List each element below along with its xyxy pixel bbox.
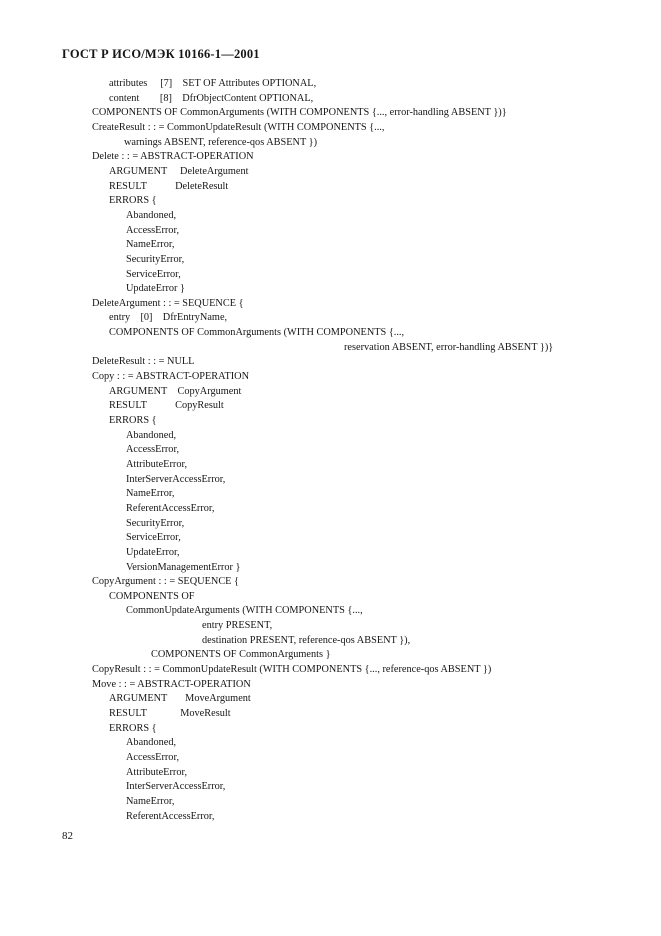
code-line: Delete : : = ABSTRACT-OPERATION bbox=[92, 151, 254, 163]
code-line: AccessError, bbox=[126, 224, 180, 236]
code-line: reservation ABSENT, error-handling ABSENT })} bbox=[344, 341, 554, 353]
code-line: destination PRESENT, reference-qos ABSENT }), bbox=[202, 634, 411, 646]
code-line: COMPONENTS OF CommonArguments (WITH COMPONENTS {..., bbox=[109, 327, 405, 339]
code-line: ServiceError, bbox=[126, 532, 181, 544]
code-line: VersionManagementError } bbox=[126, 561, 241, 573]
code-line: RESULT CopyResult bbox=[109, 400, 224, 412]
code-line: CreateResult : : = CommonUpdateResult (WITH COMPONENTS {..., bbox=[92, 122, 385, 133]
code-line: Abandoned, bbox=[126, 737, 177, 749]
code-line: Copy : : = ABSTRACT-OPERATION bbox=[92, 371, 250, 382]
code-line: InterServerAccessError, bbox=[126, 473, 226, 485]
code-line: ReferentAccessError, bbox=[126, 810, 215, 822]
code-line: CommonUpdateArguments (WITH COMPONENTS {..., bbox=[126, 605, 363, 617]
code-line: CopyResult : : = CommonUpdateResult (WITH COMPONENTS {..., reference-qos ABSENT }) bbox=[92, 664, 492, 675]
code-line: UpdateError } bbox=[126, 283, 185, 295]
code-line: DeleteArgument : : = SEQUENCE { bbox=[92, 297, 244, 309]
code-line: DeleteResult : : = NULL bbox=[92, 356, 195, 368]
code-line: ERRORS { bbox=[109, 195, 157, 207]
code-line: InterServerAccessError, bbox=[126, 781, 226, 793]
code-line: AccessError, bbox=[126, 751, 180, 763]
code-line: warnings ABSENT, reference-qos ABSENT }) bbox=[124, 136, 318, 148]
code-line: COMPONENTS OF bbox=[109, 590, 195, 602]
code-line: CopyArgument : : = SEQUENCE { bbox=[92, 576, 239, 588]
code-line: ERRORS { bbox=[109, 722, 157, 734]
code-line: UpdateError, bbox=[126, 546, 180, 558]
code-line: ReferentAccessError, bbox=[126, 502, 215, 514]
code-line: AccessError, bbox=[126, 444, 180, 456]
code-line: entry PRESENT, bbox=[202, 620, 273, 632]
code-line: COMPONENTS OF CommonArguments } bbox=[151, 649, 331, 661]
code-line: ARGUMENT CopyArgument bbox=[109, 385, 242, 397]
code-line: Abandoned, bbox=[126, 429, 177, 441]
code-line: entry [0] DfrEntryName, bbox=[109, 312, 228, 324]
code-line: AttributeError, bbox=[126, 766, 188, 778]
code-line: RESULT MoveResult bbox=[109, 708, 231, 719]
code-line: ARGUMENT MoveArgument bbox=[109, 693, 251, 705]
code-line: attributes [7] SET OF Attributes OPTIONAL, bbox=[109, 78, 317, 89]
code-line: AttributeError, bbox=[126, 458, 188, 470]
code-line: ServiceError, bbox=[126, 268, 181, 280]
code-line: NameError, bbox=[126, 239, 175, 251]
code-line: Abandoned, bbox=[126, 209, 177, 221]
page-number: 82 bbox=[62, 830, 73, 842]
code-line: ERRORS { bbox=[109, 414, 157, 426]
code-line: RESULT DeleteResult bbox=[109, 180, 229, 192]
code-line: SecurityError, bbox=[126, 517, 185, 529]
code-line: NameError, bbox=[126, 488, 175, 500]
code-line: COMPONENTS OF CommonArguments (WITH COMPONENTS {..., error-handling ABSENT })} bbox=[92, 107, 507, 119]
code-line: content [8] DfrObjectContent OPTIONAL, bbox=[109, 92, 314, 104]
code-line: NameError, bbox=[126, 795, 175, 807]
document-header: ГОСТ Р ИСО/МЭК 10166-1—2001 bbox=[62, 47, 260, 61]
code-line: ARGUMENT DeleteArgument bbox=[109, 165, 249, 177]
code-line: Move : : = ABSTRACT-OPERATION bbox=[92, 678, 251, 690]
code-line: SecurityError, bbox=[126, 253, 185, 265]
